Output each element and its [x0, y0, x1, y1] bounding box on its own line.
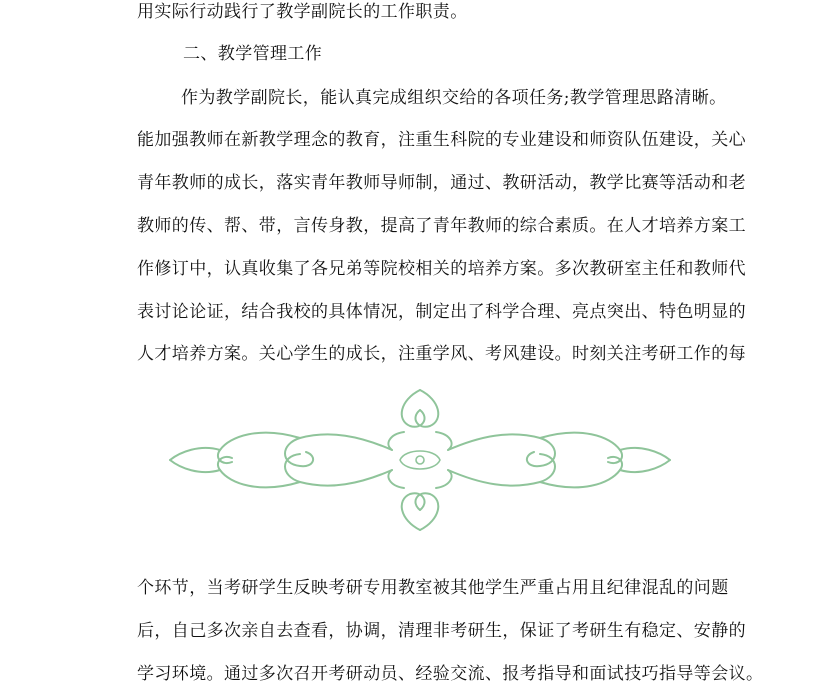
text-line: 作修订中，认真收集了各兄弟等院校相关的培养方案。多次教研室主任和教师代 [137, 259, 746, 279]
ornamental-flourish-icon [0, 380, 840, 540]
text-line: 人才培养方案。关心学生的成长，注重学风、考风建设。时刻关注考研工作的每 [137, 344, 746, 364]
text-line: 教师的传、帮、带，言传身教，提高了青年教师的综合素质。在人才培养方案工 [137, 216, 746, 236]
text-line: 作为教学副院长，能认真完成组织交给的各项任务;教学管理思路清晰。 [181, 88, 727, 108]
text-line: 能加强教师在新教学理念的教育，注重生科院的专业建设和师资队伍建设，关心 [137, 130, 746, 150]
section-heading: 二、教学管理工作 [183, 44, 323, 64]
text-line: 青年教师的成长，落实青年教师导师制，通过、教研活动，教学比赛等活动和老 [137, 173, 746, 193]
ornamental-divider [0, 380, 840, 540]
text-line: 后，自己多次亲自去查看，协调，清理非考研生，保证了考研生有稳定、安静的 [137, 621, 746, 641]
text-line: 个环节，当考研学生反映考研专用教室被其他学生严重占用且纪律混乱的问题 [137, 578, 729, 598]
text-line: 用实际行动践行了教学副院长的工作职责。 [137, 2, 468, 22]
text-line: 学习环境。通过多次召开考研动员、经验交流、报考指导和面试技巧指导等会议。 [137, 664, 764, 684]
text-line: 表讨论论证，结合我校的具体情况，制定出了科学合理、亮点突出、特色明显的 [137, 302, 746, 322]
